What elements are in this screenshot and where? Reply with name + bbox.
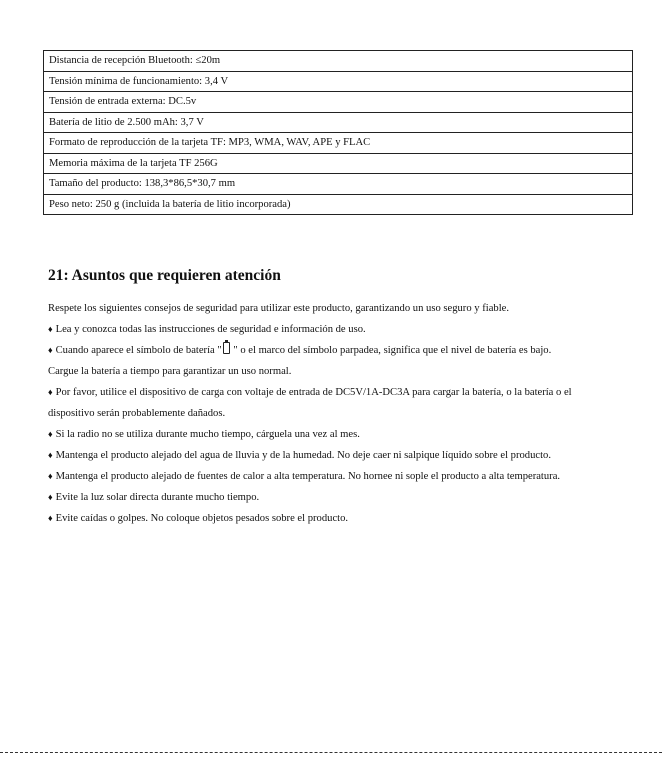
section-heading: 21: Asuntos que requieren atención bbox=[48, 267, 281, 284]
spec-tf-memory: Memoria máxima de la tarjeta TF 256G bbox=[44, 153, 633, 174]
list-item-text: Evite caídas o golpes. No coloque objetos pesados sobre el producto. bbox=[55, 513, 349, 524]
safety-instructions bbox=[48, 298, 648, 529]
table-row bbox=[44, 194, 633, 215]
page-bottom-divider bbox=[0, 752, 662, 753]
table-row bbox=[44, 174, 633, 195]
list-item-text: " o el marco del símbolo parpadea, significa que el nivel de batería es bajo. bbox=[230, 345, 552, 356]
list-item-text: Mantenga el producto alejado del agua de lluvia y de la humedad. No deje caer ni salpique líquido sobre el producto. bbox=[55, 450, 551, 461]
bullet-icon: ♦ bbox=[48, 345, 53, 355]
list-item-text: Cuando aparece el símbolo de batería " bbox=[55, 345, 222, 356]
bullet-icon: ♦ bbox=[48, 492, 53, 502]
spec-size: Tamaño del producto: 138,3*86,5*30,7 mm bbox=[44, 174, 633, 195]
list-item-continuation: Cargue la batería a tiempo para garantizar un uso normal. bbox=[48, 366, 292, 377]
spec-tf-formats: Formato de reproducción de la tarjeta TF: MP3, WMA, WAV, APE y FLAC bbox=[44, 133, 633, 154]
table-row bbox=[44, 71, 633, 92]
bullet-icon: ♦ bbox=[48, 387, 53, 397]
bullet-icon: ♦ bbox=[48, 429, 53, 439]
table-row bbox=[44, 153, 633, 174]
spec-input-voltage: Tensión de entrada externa: DC.5v bbox=[44, 92, 633, 113]
intro-paragraph: Respete los siguientes consejos de seguridad para utilizar este producto, garantizando un uso seguro y fiable. bbox=[48, 303, 509, 314]
bullet-icon: ♦ bbox=[48, 513, 53, 523]
table-row bbox=[44, 92, 633, 113]
list-item bbox=[48, 445, 648, 466]
list-item bbox=[48, 508, 648, 529]
list-item bbox=[48, 466, 648, 487]
table-row bbox=[44, 112, 633, 133]
specifications-table bbox=[43, 50, 633, 215]
battery-icon bbox=[223, 342, 230, 354]
list-item-text: Mantenga el producto alejado de fuentes de calor a alta temperatura. No hornee ni sople el producto a alta temperatura. bbox=[55, 471, 561, 482]
table-row bbox=[44, 133, 633, 154]
list-item-text: Evite la luz solar directa durante mucho tiempo. bbox=[55, 492, 260, 503]
list-item-text: Por favor, utilice el dispositivo de carga con voltaje de entrada de DC5V/1A-DC3A para cargar la batería, o la batería o el bbox=[55, 387, 572, 398]
list-item bbox=[48, 319, 648, 340]
bullet-icon: ♦ bbox=[48, 471, 53, 481]
list-item bbox=[48, 382, 648, 403]
list-item-text: Si la radio no se utiliza durante mucho tiempo, cárguela una vez al mes. bbox=[55, 429, 360, 440]
spec-min-voltage: Tensión mínima de funcionamiento: 3,4 V bbox=[44, 71, 633, 92]
spec-weight: Peso neto: 250 g (incluida la batería de litio incorporada) bbox=[44, 194, 633, 215]
bullet-icon: ♦ bbox=[48, 324, 53, 334]
list-item-text: Lea y conozca todas las instrucciones de seguridad e información de uso. bbox=[55, 324, 366, 335]
list-item bbox=[48, 340, 648, 361]
list-item-continuation: dispositivo serán probablemente dañados. bbox=[48, 408, 226, 419]
table-row bbox=[44, 51, 633, 72]
bullet-icon: ♦ bbox=[48, 450, 53, 460]
list-item bbox=[48, 424, 648, 445]
spec-battery: Batería de litio de 2.500 mAh: 3,7 V bbox=[44, 112, 633, 133]
list-item bbox=[48, 487, 648, 508]
spec-bluetooth-range: Distancia de recepción Bluetooth: ≤20m bbox=[44, 51, 633, 72]
